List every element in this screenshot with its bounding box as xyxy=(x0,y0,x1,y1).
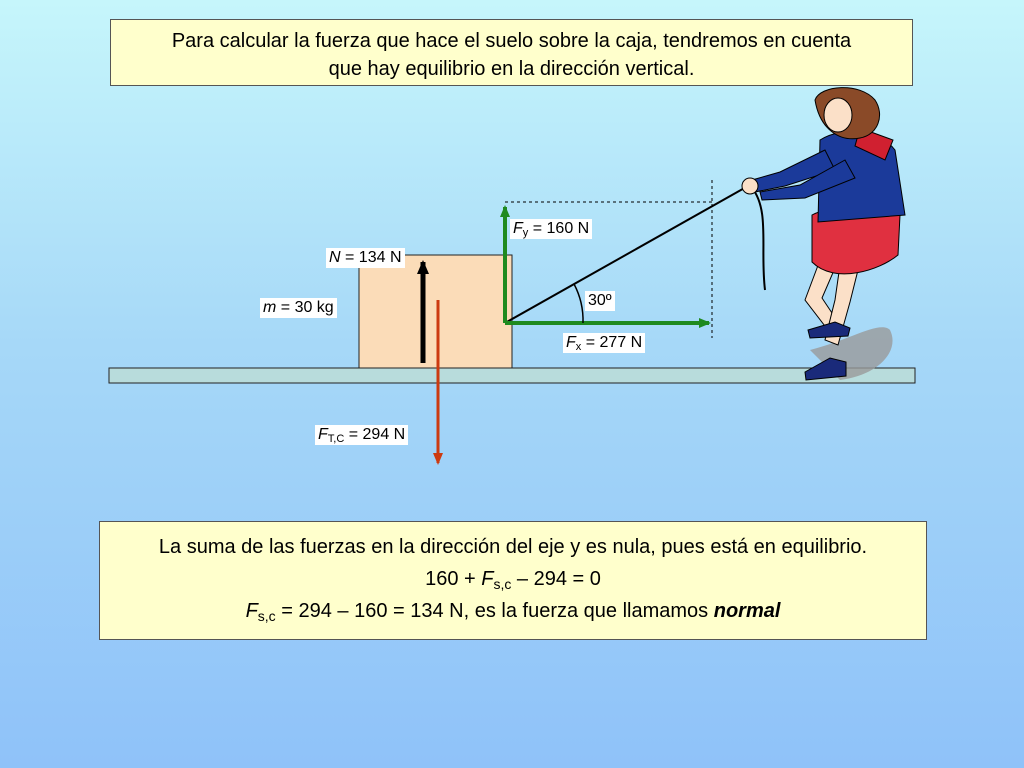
crate xyxy=(359,255,512,368)
equation-1: $160 + F_{s,c} - 294 = 0$ xyxy=(425,568,601,592)
ground xyxy=(109,368,915,383)
fx-label: $F_x = 277$ N xyxy=(563,333,645,353)
angle-label: 30º xyxy=(585,291,615,311)
bottom-note xyxy=(99,521,927,640)
weight-label: $F_{T,C} = 294$ N xyxy=(315,425,408,445)
top-note-line2: que hay equilibrio en la dirección vertical. xyxy=(328,58,695,80)
mass-label: m = 30 kg xyxy=(260,298,337,318)
top-note-line1: Para calcular la fuerza que hace el suelo sobre la caja, tendremos en cuenta xyxy=(171,30,852,52)
fy-label: $F_y = 160$ N xyxy=(510,219,592,239)
equation-2: $F_{s,c} = 294 - 160 = 134$ N, es la fuerza que llamamos normal xyxy=(245,600,781,624)
woman-pulling-illustration xyxy=(742,88,905,380)
normal-force-label: N = 134 N xyxy=(326,248,405,268)
angle-arc xyxy=(574,284,583,323)
bottom-note-line1: La suma de las fuerzas en la dirección del eje y es nula, pues está en equilibrio. xyxy=(158,536,868,558)
